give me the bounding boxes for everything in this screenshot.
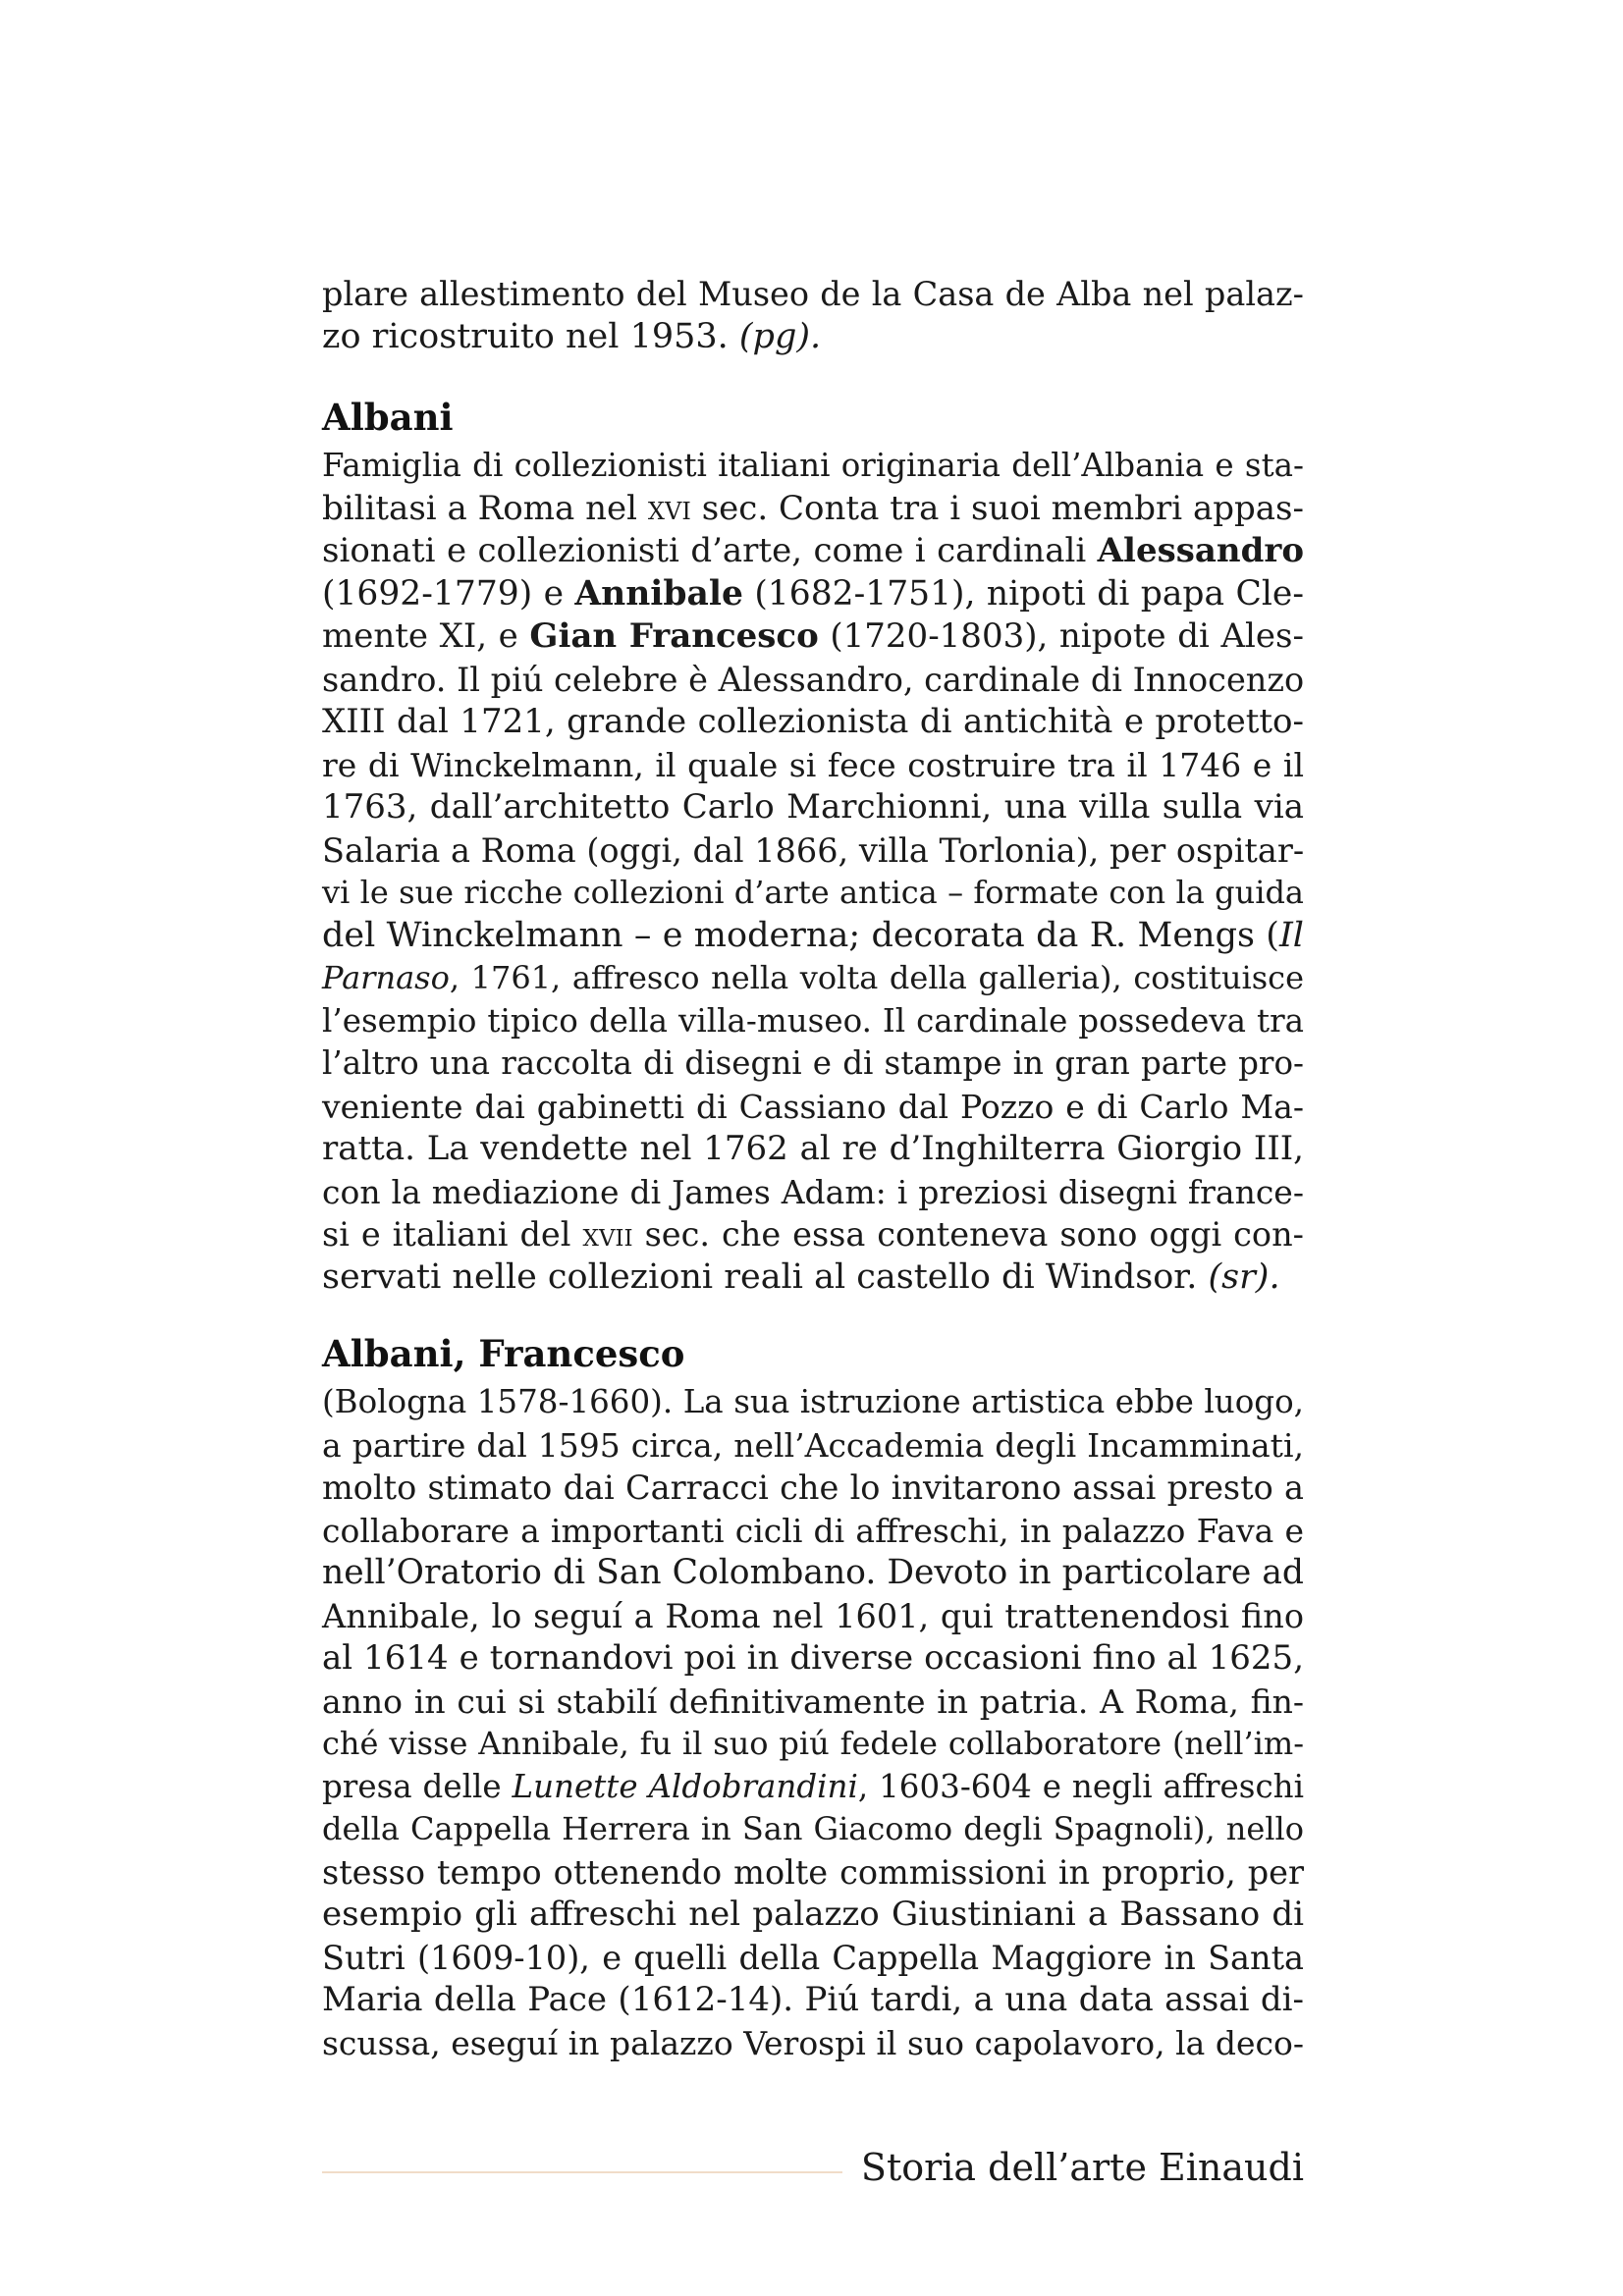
text-line: con la mediazione di James Adam: i preziosi disegni france-	[322, 1172, 1304, 1211]
page-footer	[322, 2143, 1304, 2192]
text-line: (1692-1779) e Annibale (1682-1751), nipoti di papa Cle-	[322, 573, 1304, 614]
entry-heading-albani: Albani	[322, 396, 454, 439]
text-line: sandro. Il piú celebre è Alessandro, cardinale di Innocenzo	[322, 660, 1305, 699]
text-line: veniente dai gabinetti di Cassiano dal Pozzo e di Carlo Ma-	[322, 1087, 1304, 1126]
text-line: sionati e collezionisti d’arte, come i cardinali Alessandro	[322, 531, 1304, 570]
text-line: Famiglia di collezionisti italiani originaria dell’Albania e sta-	[322, 447, 1304, 484]
text-line: zo ricostruito nel 1953. (pg).	[322, 316, 822, 356]
text-line: nell’Oratorio di San Colombano. Devoto in particolare ad	[322, 1553, 1304, 1592]
text-line: ratta. La vendette nel 1762 al re d’Inghilterra Giorgio III,	[322, 1129, 1304, 1168]
text-line: ché visse Annibale, fu il suo piú fedele collaboratore (nell’im-	[322, 1725, 1304, 1762]
text-line: 1763, dall’architetto Carlo Marchionni, una villa sulla via	[322, 787, 1304, 827]
text-line: a partire dal 1595 circa, nell’Accademia degli Incamminati,	[322, 1425, 1304, 1465]
text-line: Annibale, lo seguí a Roma nel 1601, qui trattenendosi fino	[322, 1596, 1304, 1635]
text-line: Parnaso, 1761, affresco nella volta della galleria), costituisce	[322, 959, 1304, 996]
author-tag: (sr).	[1208, 1256, 1280, 1297]
text-line: esempio gli affreschi nel palazzo Giustiniani a Bassano di	[322, 1895, 1304, 1934]
text-line: scussa, eseguí in palazzo Verospi il suo capolavoro, la deco-	[322, 2023, 1304, 2062]
text-line: l’altro una raccolta di disegni e di stampe in gran parte pro-	[322, 1044, 1304, 1082]
page-body	[322, 273, 1304, 2064]
text-line: anno in cui si stabilí definitivamente in patria. A Roma, fin-	[322, 1682, 1304, 1721]
text-line: XIII dal 1721, grande collezionista di antichità e protetto-	[322, 702, 1304, 741]
text-line: bilitasi a Roma nel xvi sec. Conta tra i suoi membri appas-	[322, 488, 1304, 528]
text-line: vi le sue ricche collezioni d’arte antica – formate con la guida	[322, 874, 1304, 911]
text-line: molto stimato dai Carracci che lo invitarono assai presto a	[322, 1468, 1304, 1507]
text-line: plare allestimento del Museo de la Casa de Alba nel palaz-	[322, 275, 1304, 313]
text-line: del Winckelmann – e moderna; decorata da R. Mengs (Il	[322, 915, 1304, 955]
text-line: presa delle Lunette Aldobrandini, 1603-604 e negli affreschi	[322, 1767, 1304, 1805]
text-line: stesso tempo ottenendo molte commissioni in proprio, per	[322, 1852, 1304, 1892]
text-line: della Cappella Herrera in San Giacomo degli Spagnoli), nello	[322, 1810, 1304, 1847]
footer-rule	[322, 2171, 842, 2173]
text-line: collaborare a importanti cicli di affreschi, in palazzo Fava e	[322, 1511, 1304, 1550]
text-line: mente XI, e Gian Francesco (1720-1803), nipote di Ales-	[322, 616, 1304, 656]
text-line: al 1614 e tornandovi poi in diverse occasioni fino al 1625,	[322, 1638, 1304, 1678]
text-line: Maria della Pace (1612-14). Piú tardi, a una data assai di-	[322, 1980, 1304, 2019]
entry-heading-albani-francesco: Albani, Francesco	[322, 1332, 685, 1375]
author-tag: (pg).	[738, 316, 822, 356]
text-line: si e italiani del xvii sec. che essa conteneva sono oggi con-	[322, 1215, 1304, 1254]
text-line: Salaria a Roma (oggi, dal 1866, villa Torlonia), per ospitar-	[322, 830, 1305, 870]
text-line: re di Winckelmann, il quale si fece costruire tra il 1746 e il	[322, 745, 1304, 784]
footer-title: Storia dell’arte Einaudi	[860, 2146, 1304, 2189]
text-line: servati nelle collezioni reali al castello di Windsor. (sr).	[322, 1256, 1280, 1297]
text-line: Sutri (1609-10), e quelli della Cappella Maggiore in Santa	[322, 1938, 1304, 1977]
text-line: l’esempio tipico della villa-museo. Il cardinale possedeva tra	[322, 1001, 1304, 1040]
text-line: (Bologna 1578-1660). La sua istruzione artistica ebbe luogo,	[322, 1383, 1304, 1420]
